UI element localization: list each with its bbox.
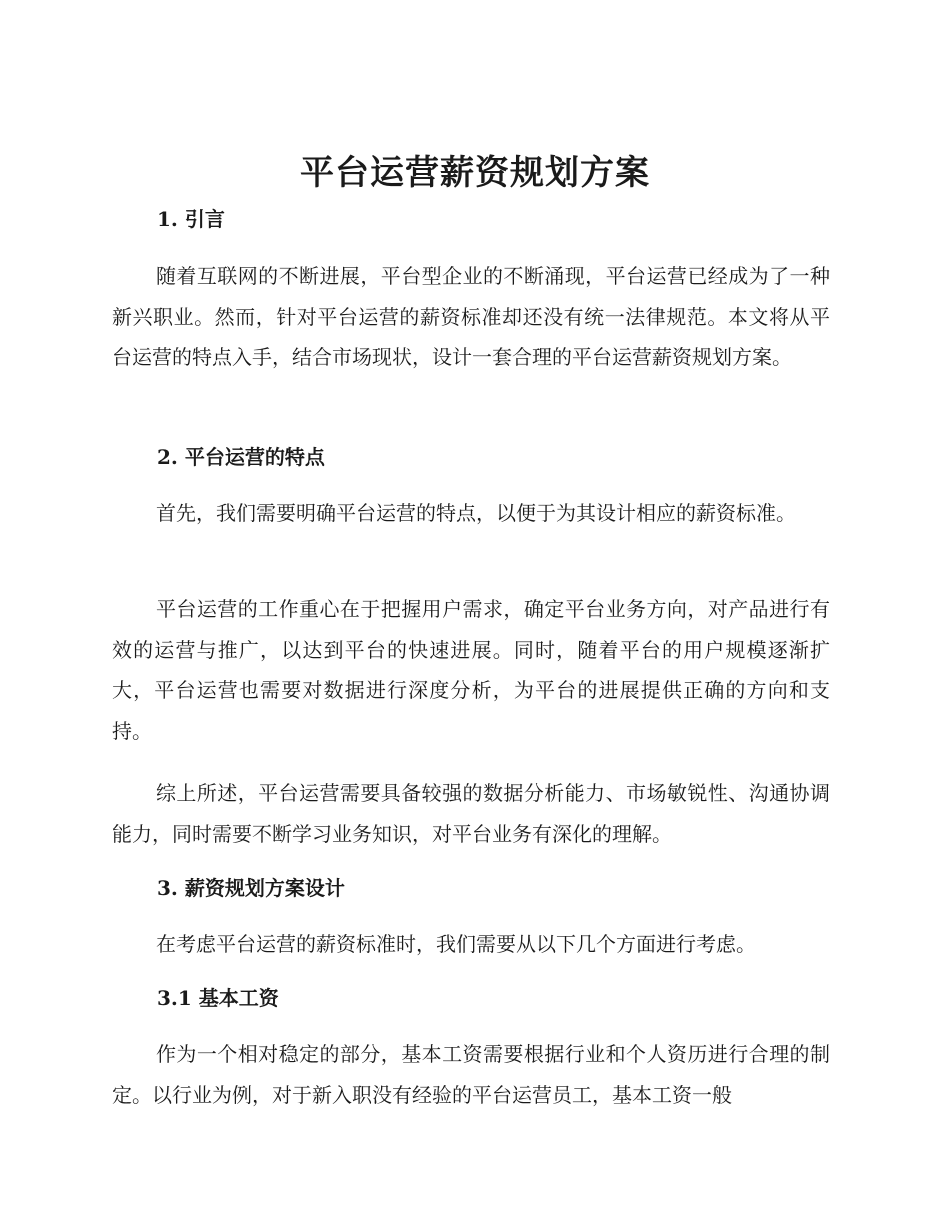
paragraph-features-1: 首先，我们需要明确平台运营的特点，以便于为其设计相应的薪资标准。 <box>156 501 796 525</box>
heading-platform-features: 2. 平台运营的特点 <box>157 445 325 469</box>
heading-base-salary: 3.1 基本工资 <box>157 986 279 1010</box>
paragraph-introduction: 随着互联网的不断进展，平台型企业的不断涌现，平台运营已经成为了一种新兴职业。然而，针对平台运营的薪资标准却还没有统一法律规范。本文将从平台运营的特点入手，结合市场现状，设计一套合理的平台运营薪资规划方案。 <box>112 264 830 369</box>
paragraph-salary-design: 在考虑平台运营的薪资标准时，我们需要从以下几个方面进行考虑。 <box>156 932 756 956</box>
heading-salary-design: 3. 薪资规划方案设计 <box>157 876 345 900</box>
heading-introduction: 1. 引言 <box>157 207 225 231</box>
document-title: 平台运营薪资规划方案 <box>300 153 650 193</box>
paragraph-base-salary: 作为一个相对稳定的部分，基本工资需要根据行业和个人资历进行合理的制定。以行业为例，对于新入职没有经验的平台运营员工，基本工资一般 <box>112 1042 830 1107</box>
paragraph-features-2: 平台运营的工作重心在于把握用户需求，确定平台业务方向，对产品进行有效的运营与推广，以达到平台的快速进展。同时，随着平台的用户规模逐渐扩大，平台运营也需要对数据进行深度分析，为平台的进展提供正确的方向和支持。 <box>112 597 830 743</box>
paragraph-features-3: 综上所述，平台运营需要具备较强的数据分析能力、市场敏锐性、沟通协调能力，同时需要不断学习业务知识，对平台业务有深化的理解。 <box>112 781 830 846</box>
